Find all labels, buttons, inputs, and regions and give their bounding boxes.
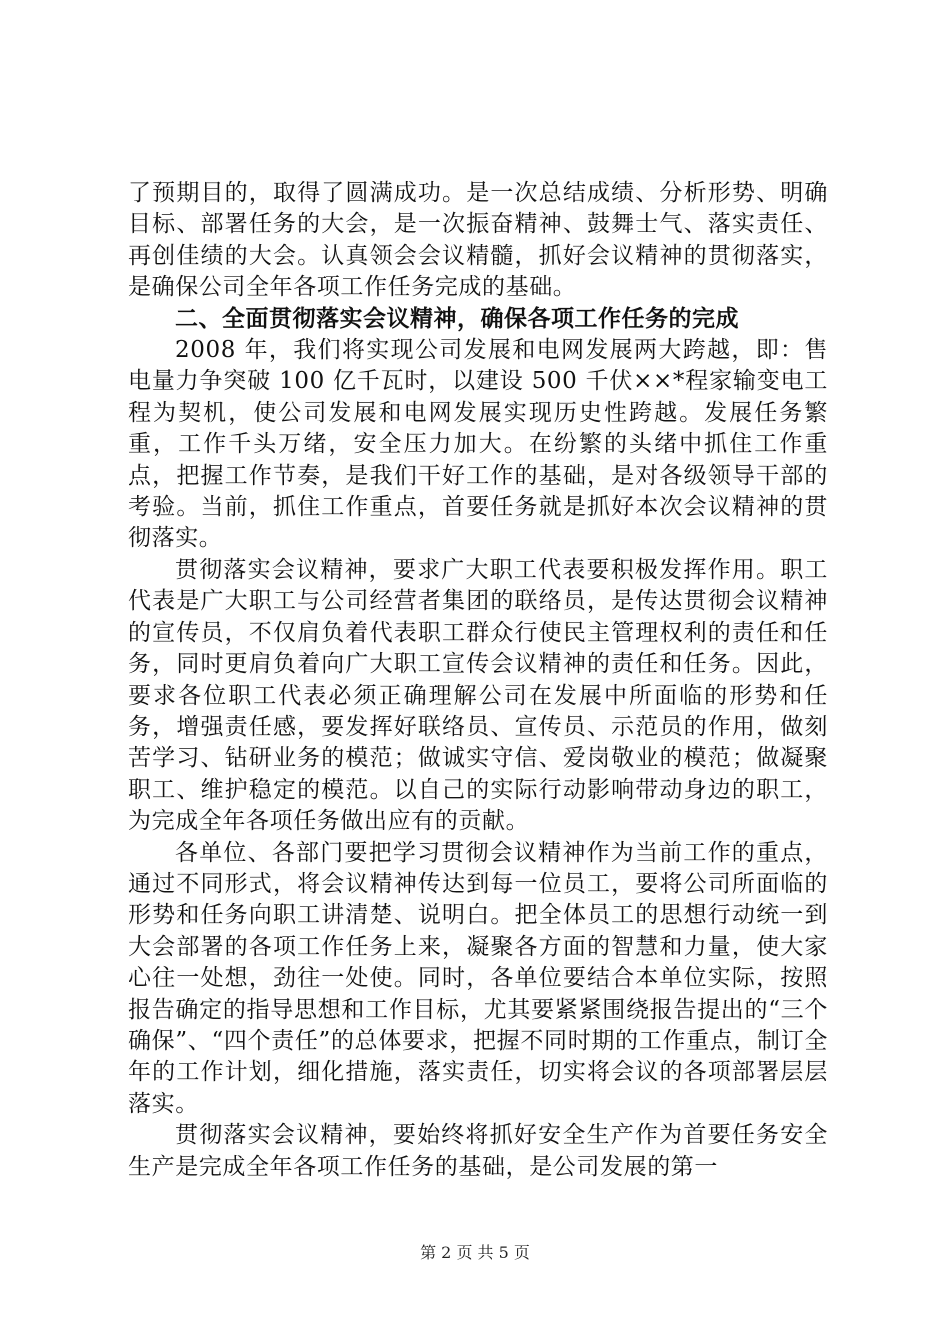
paragraph-1: 了预期目的，取得了圆满成功。是一次总结成绩、分析形势、明确目标、部署任务的大会，是一次振奋精神、鼓舞士气、落实责任、再创佳绩的大会。认真领会会议精髓，抓好会议精神的贯彻落实，是确保公司全年各项工作任务完成的基础。 [128,180,828,301]
paragraph-5: 贯彻落实会议精神，要始终将抓好安全生产作为首要任务安全生产是完成全年各项工作任务的基础，是公司发展的第一 [128,1122,828,1180]
section-heading: 二、全面贯彻落实会议精神，确保各项工作任务的完成 [175,305,739,332]
paragraph-2: 2008 年，我们将实现公司发展和电网发展两大跨越，即：售电量力争突破 100 亿千瓦时，以建设 500 千伏××*程家输变电工程为契机，使公司发展和电网发展实现历史性跨越。发展任务繁重，工作千头万绪，安全压力加大。在纷繁的头绪中抓住工作重点，把握工作节奏，是我们干好工作的基础，是对各级领导干部的考验。当前，抓住工作重点，首要任务就是抓好本次会议精神的贯彻落实。 [128,337,828,552]
paragraph-4: 各单位、各部门要把学习贯彻会议精神作为当前工作的重点，通过不同形式，将会议精神传达到每一位员工，要将公司所面临的形势和任务向职工讲清楚、说明白。把全体员工的思想行动统一到大会部署的各项工作任务上来，凝聚各方面的智慧和力量，使大家心往一处想，劲往一处使。同时，各单位要结合本单位实际，按照报告确定的指导思想和工作目标，尤其要紧紧围绕报告提出的“三个确保”、“四个责任”的总体要求，把握不同时期的工作重点，制订全年的工作计划，细化措施，落实责任，切实将会议的各项部署层层落实。 [128,839,828,1117]
document-body [128,178,828,1183]
paragraph-3: 贯彻落实会议精神，要求广大职工代表要积极发挥作用。职工代表是广大职工与公司经营者集团的联络员，是传达贯彻会议精神的宣传员，不仅肩负着代表职工群众行使民主管理权利的责任和任务，同时更肩负着向广大职工宣传会议精神的责任和任务。因此，要求各位职工代表必须正确理解公司在发展中所面临的形势和任务，增强责任感，要发挥好联络员、宣传员、示范员的作用，做刻苦学习、钻研业务的模范；做诚实守信、爱岗敬业的模范；做凝聚职工、维护稳定的模范。以自己的实际行动影响带动身边的职工，为完成全年各项任务做出应有的贡献。 [128,556,828,835]
page-number-footer: 第 2 页 共 5 页 [420,1243,530,1262]
